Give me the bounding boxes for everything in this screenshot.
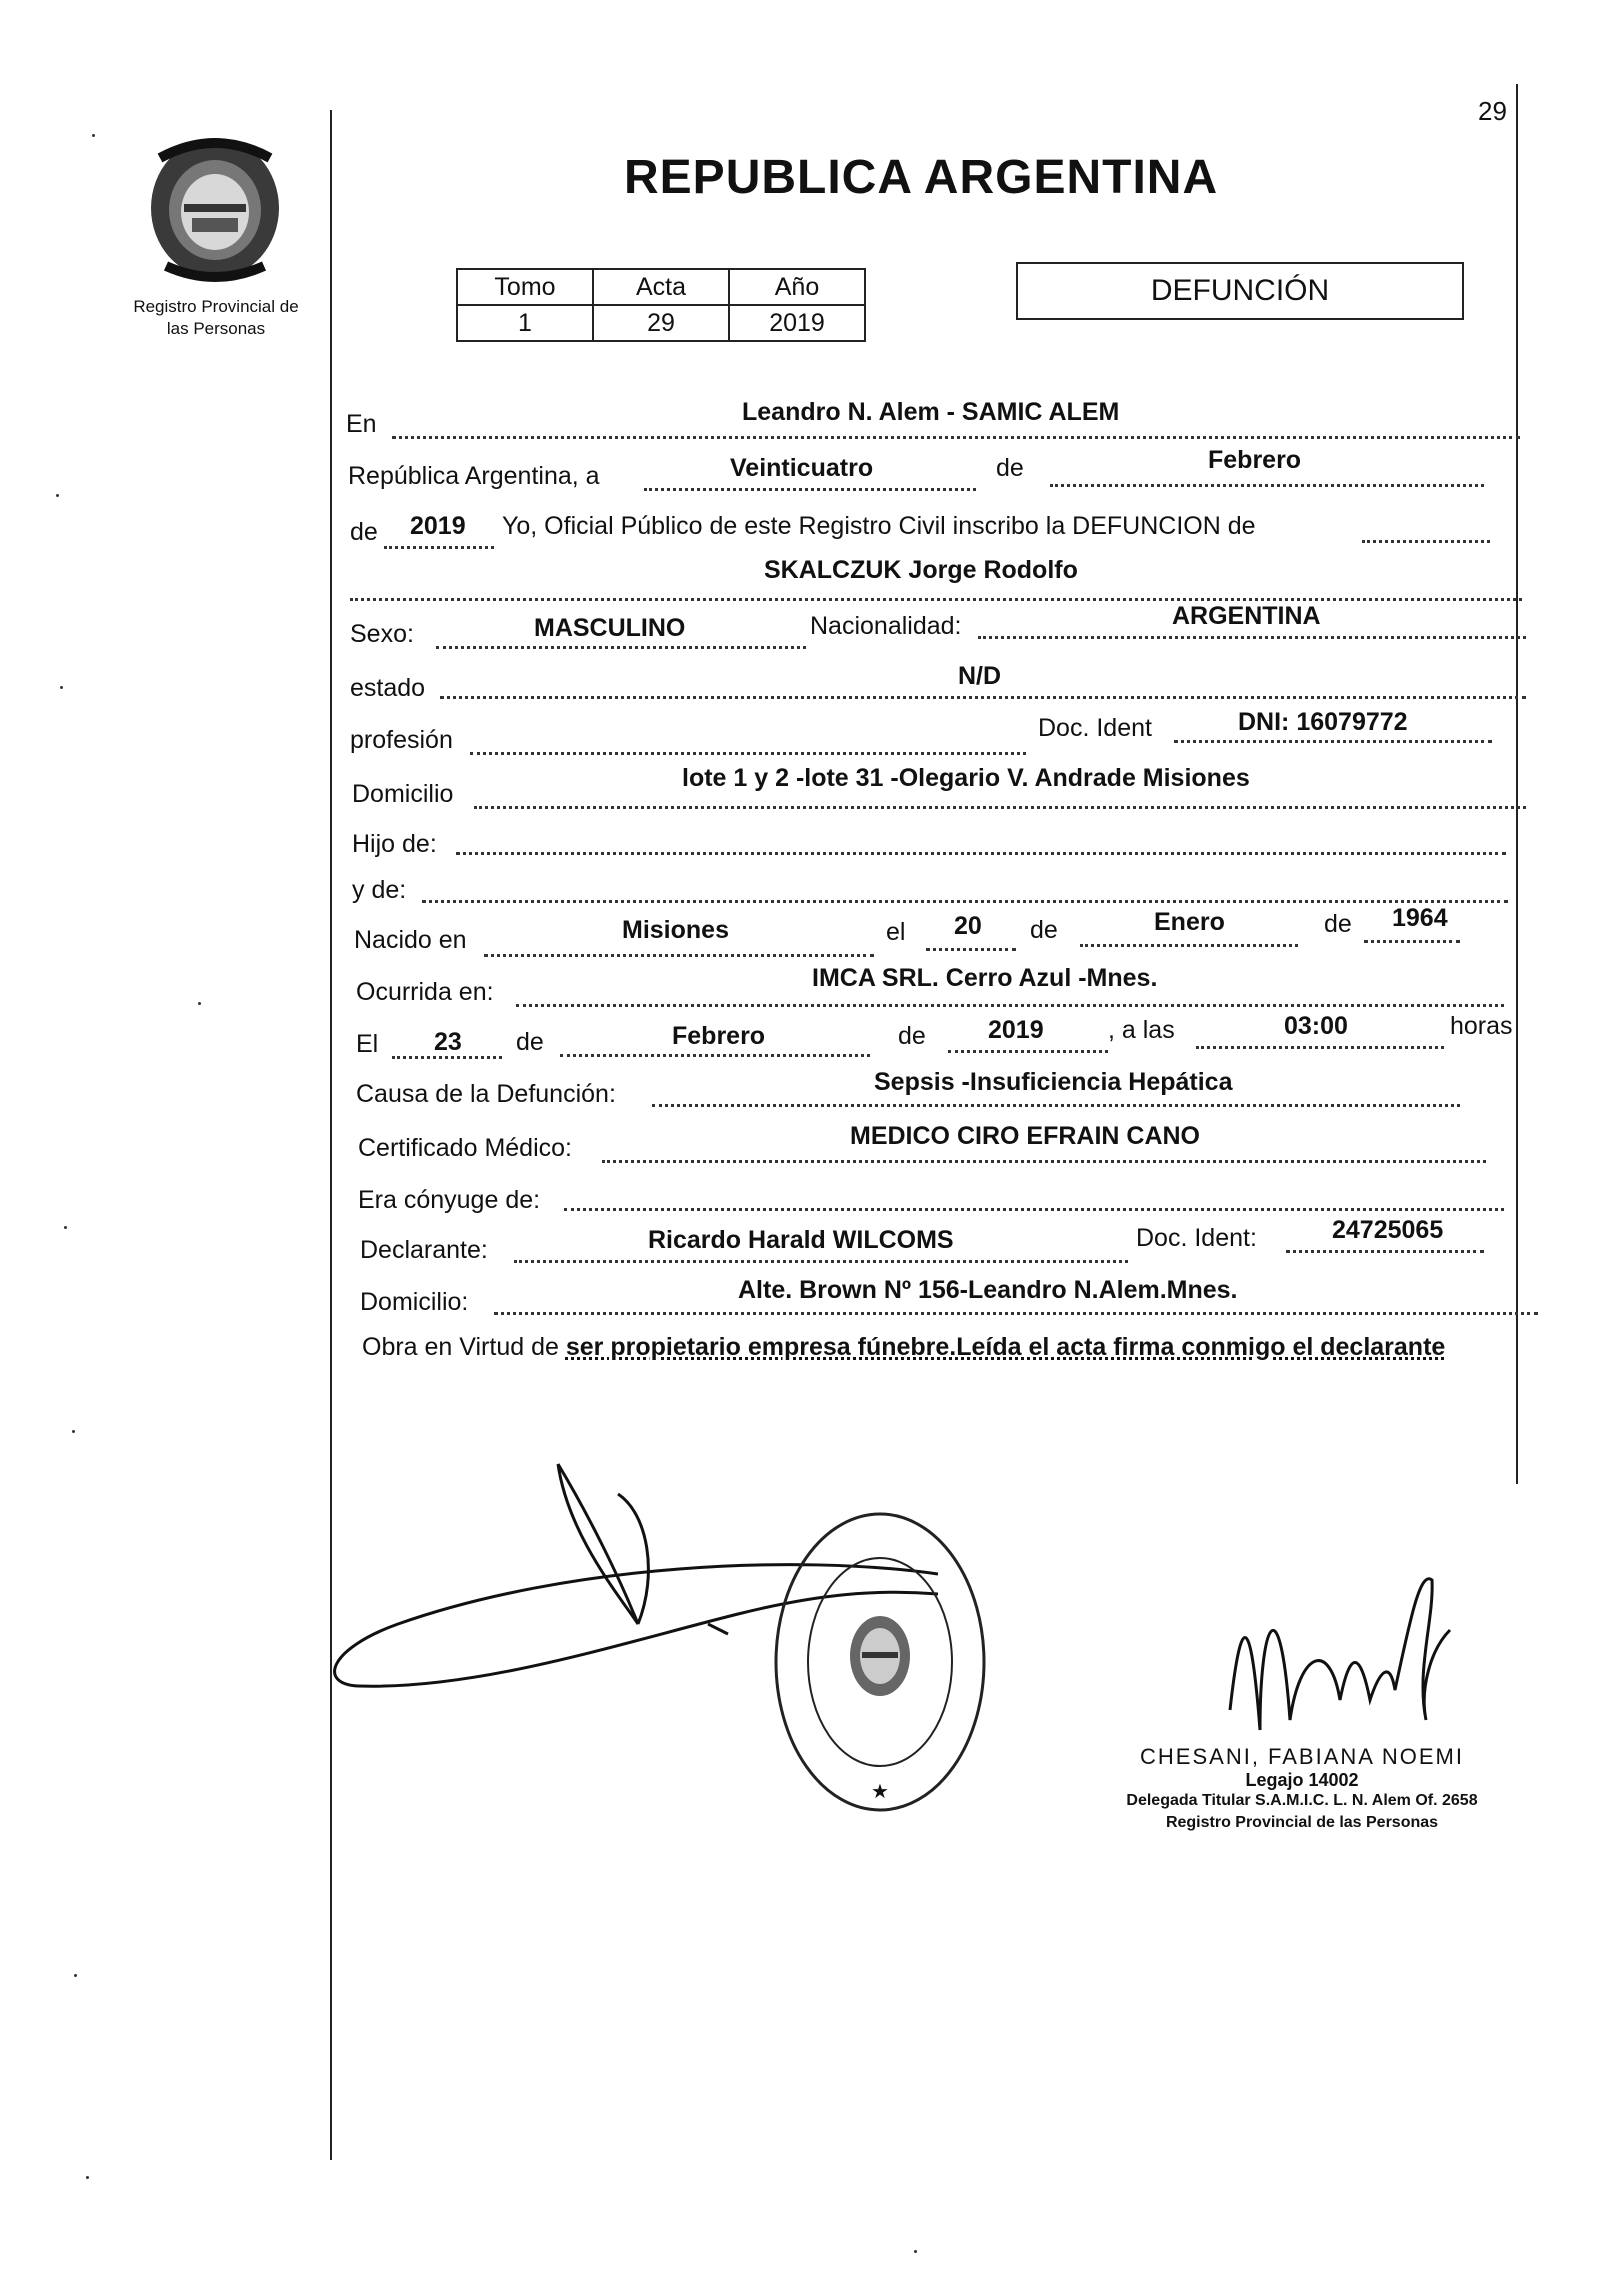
nationality-label: Nacionalidad:	[810, 612, 962, 640]
born-year-value: 1964	[1392, 904, 1448, 932]
death-month-label: de	[516, 1028, 544, 1056]
declarant-doc-label: Doc. Ident:	[1136, 1224, 1257, 1252]
anio-value: 2019	[729, 305, 865, 341]
month-line	[1050, 484, 1484, 487]
official-legajo: Legajo 14002	[1245, 1770, 1359, 1790]
son-of-line	[456, 852, 1506, 855]
closing-paragraph	[362, 1328, 1538, 1366]
official-title: Delegada Titular S.A.M.I.C. L. N. Alem Of. 2658	[1126, 1792, 1478, 1809]
page-number: 29	[1478, 96, 1507, 126]
civil-status-label: estado	[350, 674, 426, 702]
born-year-label: de	[1324, 910, 1352, 938]
scan-speck	[86, 2176, 89, 2179]
logo-caption	[112, 296, 320, 340]
and-of-label: y de:	[352, 876, 407, 904]
born-month-label: de	[1030, 916, 1058, 944]
page-title: REPUBLICA ARGENTINA	[624, 151, 1219, 204]
nationality-value: ARGENTINA	[1172, 602, 1321, 630]
declarant-label: Declarante:	[360, 1236, 488, 1264]
month-value: Febrero	[1208, 446, 1302, 474]
closing-intro: Obra en Virtud de	[362, 1333, 559, 1361]
acta-header: Acta	[593, 269, 729, 305]
sex-label: Sexo:	[350, 620, 414, 648]
left-margin-line	[330, 110, 332, 2160]
tomo-value: 1	[457, 305, 593, 341]
scan-speck	[74, 1974, 77, 1977]
registry-statement: Yo, Oficial Público de este Registro Civil inscribo la DEFUNCION de	[502, 512, 1256, 540]
certificate-label: Certificado Médico:	[358, 1134, 572, 1162]
profession-line	[470, 752, 1026, 755]
year-line	[384, 546, 494, 549]
scan-speck	[60, 686, 63, 689]
record-table	[456, 268, 866, 342]
nationality-line	[978, 636, 1526, 639]
cause-value: Sepsis -Insuficiencia Hepática	[874, 1068, 1233, 1096]
closing-text: ser propietario empresa fúnebre.Leída el acta firma conmigo el declarante	[565, 1333, 1446, 1361]
declarant-address-label: Domicilio:	[360, 1288, 469, 1316]
profession-label: profesión	[350, 726, 453, 754]
svg-text:★: ★	[871, 1779, 889, 1803]
death-day-label: El	[356, 1030, 379, 1058]
born-day-label: el	[886, 918, 906, 946]
born-in-label: Nacido en	[354, 926, 467, 954]
acta-value: 29	[593, 305, 729, 341]
doc-value: DNI: 16079772	[1238, 708, 1408, 736]
year-connector: de	[350, 518, 378, 546]
certificate-line	[602, 1160, 1486, 1163]
anio-header: Año	[729, 269, 865, 305]
logo-caption-line1: Registro Provincial de	[133, 297, 299, 316]
declarant-line	[514, 1260, 1128, 1263]
death-month-value: Febrero	[672, 1022, 766, 1050]
death-year-label: de	[898, 1022, 926, 1050]
registry-delegation-stamp	[770, 1506, 990, 1818]
scan-speck	[914, 2250, 917, 2253]
born-day-value: 20	[954, 912, 982, 940]
logo-caption-line2: las Personas	[166, 319, 266, 338]
month-connector: de	[996, 454, 1024, 482]
right-margin-line	[1516, 84, 1518, 1484]
death-day-value: 23	[434, 1028, 462, 1056]
scan-speck	[64, 1226, 67, 1229]
address-label: Domicilio	[352, 780, 454, 808]
day-line	[644, 488, 976, 491]
spouse-line	[564, 1208, 1504, 1211]
day-value: Veinticuatro	[730, 454, 874, 482]
declarant-address-line	[494, 1312, 1538, 1315]
time-label: , a las	[1108, 1016, 1175, 1044]
hours-label: horas	[1450, 1012, 1513, 1040]
country-day-label: República Argentina, a	[348, 462, 600, 490]
death-year-line	[948, 1050, 1108, 1053]
official-registry: Registro Provincial de las Personas	[1165, 1814, 1439, 1831]
address-line	[474, 806, 1526, 809]
declarant-doc-value: 24725065	[1332, 1216, 1444, 1244]
born-day-line	[926, 948, 1016, 951]
place-line	[392, 436, 1520, 439]
death-month-line	[560, 1054, 870, 1057]
time-value: 03:00	[1284, 1012, 1348, 1040]
cause-label: Causa de la Defunción:	[356, 1080, 616, 1108]
declarant-value: Ricardo Harald WILCOMS	[648, 1226, 954, 1254]
scan-speck	[72, 1430, 75, 1433]
tomo-header: Tomo	[457, 269, 593, 305]
scan-speck	[92, 134, 95, 137]
document-type-box: DEFUNCIÓN	[1016, 262, 1464, 320]
born-in-line	[484, 954, 874, 957]
scan-speck	[56, 494, 59, 497]
born-month-value: Enero	[1154, 908, 1225, 936]
address-value: lote 1 y 2 -lote 31 -Olegario V. Andrade Misiones	[682, 764, 1250, 792]
born-month-line	[1080, 944, 1298, 947]
certificate-value: MEDICO CIRO EFRAIN CANO	[850, 1122, 1200, 1150]
doc-label: Doc. Ident	[1038, 714, 1152, 742]
year-value: 2019	[410, 512, 466, 540]
official-signature	[1220, 1560, 1460, 1740]
declarant-doc-line	[1286, 1250, 1484, 1253]
born-in-value: Misiones	[622, 916, 729, 944]
deceased-line	[350, 598, 1522, 601]
and-of-line	[422, 900, 1508, 903]
civil-status-line	[440, 696, 1526, 699]
statement-line-end	[1362, 540, 1490, 543]
sex-line	[436, 646, 806, 649]
occurred-value: IMCA SRL. Cerro Azul -Mnes.	[812, 964, 1158, 992]
place-label: En	[346, 410, 377, 438]
time-line	[1196, 1046, 1444, 1049]
spouse-label: Era cónyuge de:	[358, 1186, 541, 1214]
son-of-label: Hijo de:	[352, 830, 437, 858]
place-value: Leandro N. Alem - SAMIC ALEM	[742, 398, 1120, 426]
deceased-name: SKALCZUK Jorge Rodolfo	[764, 556, 1078, 584]
death-year-value: 2019	[988, 1016, 1044, 1044]
official-name: CHESANI, FABIANA NOEMI	[1140, 1744, 1464, 1769]
born-year-line	[1364, 940, 1460, 943]
occurred-label: Ocurrida en:	[356, 978, 494, 1006]
occurred-line	[516, 1004, 1504, 1007]
scan-speck	[198, 1002, 201, 1005]
sex-value: MASCULINO	[534, 614, 686, 642]
civil-status-value: N/D	[958, 662, 1002, 690]
cause-line	[652, 1104, 1460, 1107]
provincial-registry-logo	[140, 128, 290, 286]
doc-line	[1174, 740, 1492, 743]
declarant-address-value: Alte. Brown Nº 156-Leandro N.Alem.Mnes.	[738, 1276, 1238, 1304]
